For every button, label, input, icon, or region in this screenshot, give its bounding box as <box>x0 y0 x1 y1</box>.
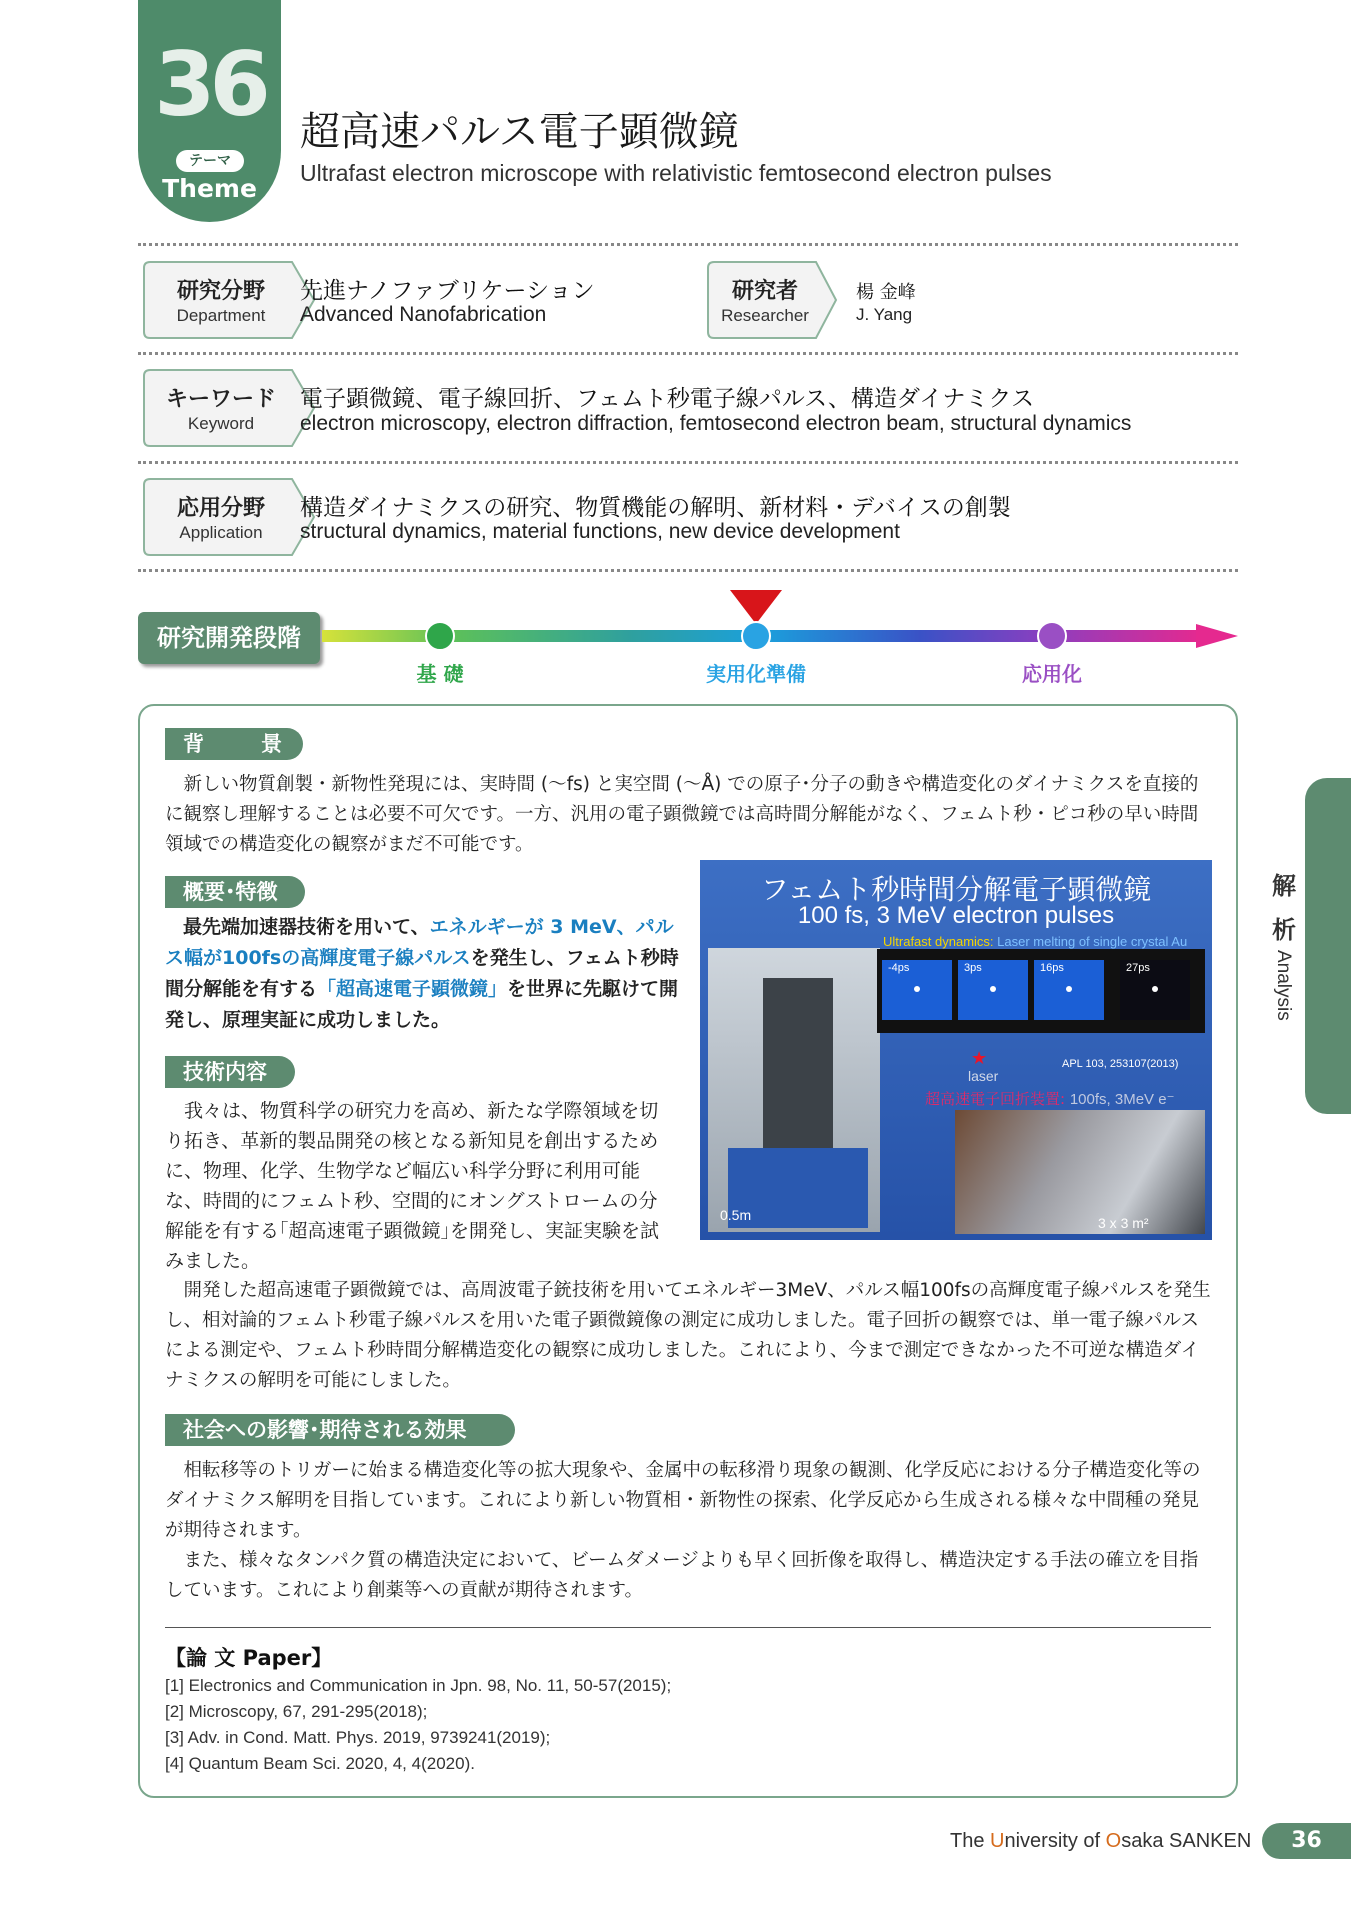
lab-photo <box>955 1110 1205 1234</box>
side-label-en: Analysis <box>1273 950 1294 1021</box>
keyword-label <box>142 368 317 448</box>
technology-text-1: 我々は、物質科学の研究力を高め、新たな学際領域を切り拓き、革新的製品開発の核となる新知見を創出するために、物理、化学、生物学など幅広い科学分野に利用可能な、時間的にフェムト秒、空間的にオングストロームの分解能を有する｢超高速電子顕微鏡｣を開発し、実証実験を試みました。 <box>165 1100 660 1272</box>
footer-saka: saka <box>1121 1830 1170 1852</box>
diffraction-spot <box>990 986 996 992</box>
stage-current-marker <box>730 590 782 624</box>
figure-title: フェムト秒時間分解電子顕微鏡 <box>760 873 1152 906</box>
section-head-overview: 概要･特徴 <box>165 876 305 908</box>
researcher-label <box>706 260 881 340</box>
figure-ultrafast-label <box>883 934 1187 949</box>
keyword-value-en: electron microscopy, electron diffraction, femtosecond electron beam, structural dynamics <box>300 412 1132 435</box>
figure-laser-label: laser <box>968 1068 999 1084</box>
figure-ud-main: Ultrafast dynamics: <box>883 934 994 949</box>
section-head-impact: 社会への影響･期待される効果 <box>165 1414 515 1446</box>
stage-basic-label: 基 礎 <box>416 662 464 686</box>
papers-divider <box>165 1627 1211 1628</box>
figure-scale: 0.5m <box>720 1207 752 1223</box>
side-tab <box>1305 778 1351 1114</box>
overview-text <box>165 912 680 1036</box>
divider-dotted <box>138 352 1238 355</box>
paper-reference: [2] Microscopy, 67, 291-295(2018); <box>165 1702 428 1721</box>
keyword-label-jp: キーワード <box>165 387 276 412</box>
researcher-label-en: Researcher <box>721 306 809 325</box>
footer-sanken: SANKEN <box>1169 1830 1252 1852</box>
papers-heading: 【論 文 Paper】 <box>165 1646 333 1670</box>
microscope-column <box>763 978 833 1168</box>
paper-reference: [4] Quantum Beam Sci. 2020, 4, 4(2020). <box>165 1754 475 1773</box>
side-label-jp-2: 析 <box>1272 916 1296 944</box>
frame-time: -4ps <box>888 962 910 974</box>
department-label-jp: 研究分野 <box>176 279 265 304</box>
section-head-background: 背 景 <box>165 728 303 760</box>
theme-tema-label: テーマ <box>176 150 244 172</box>
application-label-jp: 応用分野 <box>176 496 265 521</box>
figure-device-jp: 超高速電子回折装置: <box>925 1090 1066 1108</box>
figure-ud-sub: Laser melting of single crystal Au <box>997 934 1188 949</box>
page-subtitle: Ultrafast electron microscope with relativistic femtosecond electron pulses <box>300 160 1052 186</box>
page-number: 36 <box>1262 1823 1351 1859</box>
footer-university <box>950 1830 1251 1853</box>
figure-subtitle: 100 fs, 3 MeV electron pulses <box>797 902 1115 929</box>
overview-t2: を発生し、フェムト秒時間分解能を有する <box>165 947 679 1000</box>
frame-time: 16ps <box>1040 962 1064 974</box>
microscope-photo <box>708 948 880 1232</box>
keyword-label-en: Keyword <box>187 414 255 433</box>
theme-number: 36 <box>154 33 265 136</box>
department-label <box>142 260 317 340</box>
divider-dotted <box>138 569 1238 572</box>
diffraction-frame <box>882 960 952 1020</box>
overview-highlight-2: 「超高速電子顕微鏡」 <box>317 978 508 1000</box>
diffraction-frame <box>1034 960 1104 1020</box>
application-value-en: structural dynamics, material functions, new device development <box>300 520 900 543</box>
figure-device-en: 100fs, 3MeV e⁻ <box>1069 1091 1175 1108</box>
department-value-en: Advanced Nanofabrication <box>300 303 547 326</box>
overview-t1: 最先端加速器技術を用いて、 <box>183 916 430 938</box>
background-text: 新しい物質創製・新物性発現には、実時間 (～fs) と実空間 (～Å) での原子･分子の動きや構造変化のダイナミクスを直接的に観察し理解することは必要不可欠です。一方、汎用の電子顕微鏡では高時間分解能がなく、フェムト秒・ピコ秒の早い時間領域での構造変化の観察がまだ不可能です。 <box>165 774 1199 855</box>
researcher-label-jp: 研究者 <box>731 279 798 304</box>
overview-highlight-1: エネルギーが 3 MeV、パルス幅が100fsの高輝度電子線パルス <box>165 916 674 969</box>
paper-reference: [1] Electronics and Communication in Jpn. 98, No. 11, 50-57(2015); <box>165 1676 672 1695</box>
application-label-en: Application <box>179 523 263 542</box>
stage-label: 研究開発段階 <box>138 612 320 664</box>
figure-device-label <box>925 1088 1175 1109</box>
figure-citation: APL 103, 253107(2013) <box>1062 1058 1179 1070</box>
diffraction-spot <box>1066 986 1072 992</box>
frame-time: 3ps <box>964 962 982 974</box>
theme-label: Theme <box>162 174 257 203</box>
diffraction-spot <box>1152 986 1158 992</box>
stage-dot-basic <box>425 621 455 651</box>
figure-ultrafast-microscope <box>700 860 1212 1240</box>
frame-time: 27ps <box>1126 962 1150 974</box>
technology-text-2: 開発した超高速電子顕微鏡では、高周波電子銃技術を用いてエネルギー3MeV、パルス幅100fsの高輝度電子線パルスを発生し、相対論的フェムト秒電子線パルスを用いた電子顕微鏡像の測定に成功しました。電子回折の観察では、単一電子線パルスによる測定や、フェムト秒時間分解構造変化の観察に成功しました。これにより、今まで測定できなかった不可逆な構造ダイナミクスの解明を可能にしました。 <box>165 1280 1211 1391</box>
divider-dotted <box>138 461 1238 464</box>
stage-applied-label: 応用化 <box>1022 662 1082 686</box>
laser-star-icon: ★ <box>971 1048 988 1069</box>
stage-dot-applied <box>1037 621 1067 651</box>
keyword-value-jp: 電子顕微鏡、電子線回折、フェムト秒電子線パルス、構造ダイナミクス <box>300 386 1035 412</box>
diffraction-frame <box>958 960 1028 1020</box>
department-value-jp: 先進ナノファブリケーション <box>300 278 595 304</box>
side-label-jp-1: 解 <box>1272 872 1296 900</box>
footer-u: U <box>990 1830 1005 1852</box>
footer-niversity: niversity of <box>1004 1830 1106 1852</box>
impact-text-1: 相転移等のトリガーに始まる構造変化等の拡大現象や、金属中の転移滑り現象の観測、化学反応における分子構造変化等のダイナミクス解明を目指しています。これにより新しい物質相・新物性の探索、化学反応から生成される様々な中間種の発見が期待されます。 <box>165 1460 1201 1541</box>
stage-arrowhead <box>1196 624 1238 648</box>
diffraction-spot <box>914 986 920 992</box>
page-title: 超高速パルス電子顕微鏡 <box>300 109 739 155</box>
paper-reference: [3] Adv. in Cond. Matt. Phys. 2019, 9739241(2019); <box>165 1728 551 1747</box>
impact-text-2: また、様々なタンパク質の構造決定において、ビームダメージよりも早く回折像を取得し、構造決定する手法の確立を目指しています。これにより創薬等への貢献が期待されます。 <box>165 1550 1199 1601</box>
footer-the: The <box>950 1830 991 1852</box>
stage-dot-practical <box>741 621 771 651</box>
application-value-jp: 構造ダイナミクスの研究、物質機能の解明、新材料・デバイスの創製 <box>300 495 1011 521</box>
application-label <box>142 477 317 557</box>
footer-o: O <box>1105 1830 1122 1852</box>
overview-t3: を世界に先駆けて開発し、原理実証に成功しました。 <box>165 978 679 1031</box>
researcher-name-en: J. Yang <box>856 305 913 324</box>
section-head-technology: 技術内容 <box>165 1056 295 1088</box>
department-label-en: Department <box>176 306 266 325</box>
stage-practical-label: 実用化準備 <box>706 662 806 686</box>
figure-area-label: 3 x 3 m² <box>1098 1215 1149 1231</box>
researcher-name-jp: 楊 金峰 <box>856 282 916 303</box>
divider-dotted <box>138 243 1238 246</box>
theme-badge <box>138 0 281 222</box>
diffraction-frame <box>1120 960 1190 1020</box>
